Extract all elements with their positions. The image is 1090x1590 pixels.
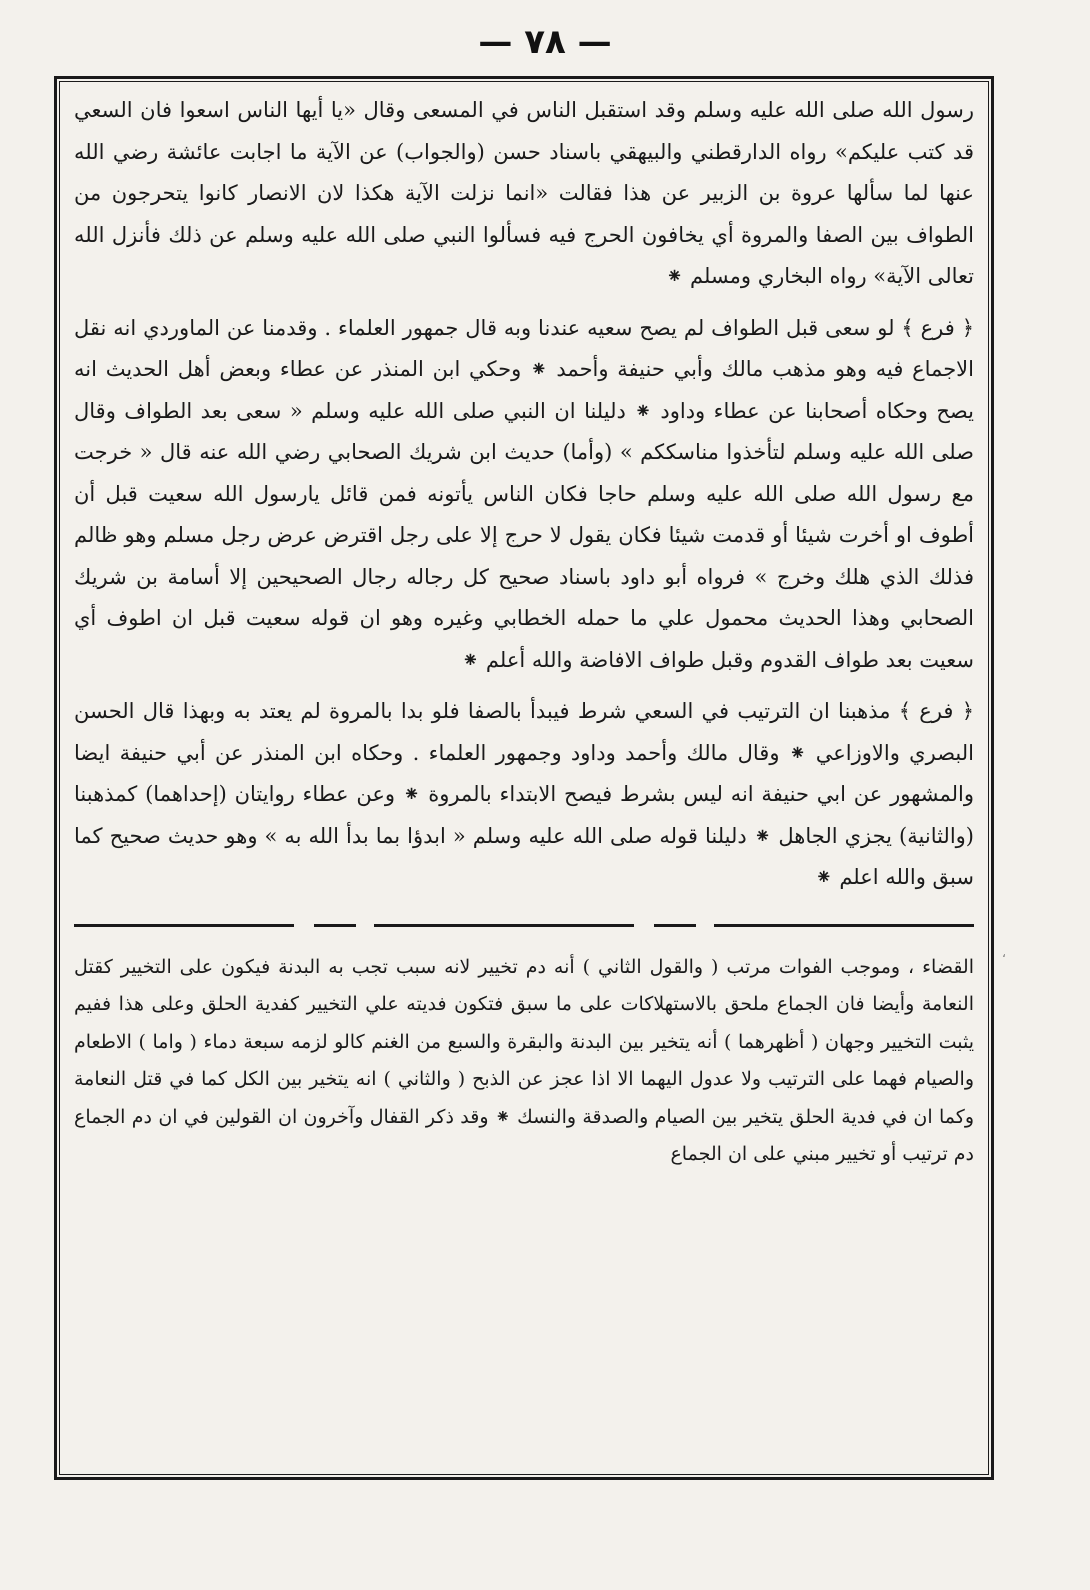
commentary-paragraph-1: القضاء ، وموجب الفوات مرتب ( والقول الثاني ) أنه دم تخيير لانه سبب تجب به البدنة فيكون على التخيير كقتل النعامة وأيضا فان الجماع ملحق بالاستهلاكات على ما سبق فتكون فديته علي التخيير كفدية الحلق وعلى هذا ففيم يثبت التخيير وجهان ( أظهرهما ) أنه يتخير بين البدنة والبقرة والسبع من الغنم كالو لزمه سبعة دماء ( واما ) الاطعام والصيام فهما على الترتيب ولا عدول اليهما الا اذا عجز عن الذبح ( والثاني ) انه يتخير بين الكل كما في قتل النعامة وكما ان في فدية الحلق يتخير بين الصيام والصدقة والنسك ⁕ وقد ذكر القفال وآخرون ان القولين في ان دم الجماع دم ترتيب أو تخيير مبني على ان الجماع — [74, 955, 974, 1165]
main-paragraph-3: ﴿ فرع ﴾ مذهبنا ان الترتيب في السعي شرط فيبدأ بالصفا فلو بدا بالمروة لم يعتد به وبهذا قال الحسن البصري والاوزاعي ⁕ وقال مالك وأحمد وداود وجمهور العلماء . وحكاه ابن المنذر عن أبي حنيفة ايضا والمشهور عن ابي حنيفة انه ليس بشرط فيصح الابتداء بالمروة ⁕ وعن عطاء روايتان (إحداهما) كمذهبنا (والثانية) يجزي الجاهل ⁕ دليلنا قوله صلى الله عليه وسلم « ابدؤا بما بدأ الله به » وهو حديث صحيح كما سبق والله اعلم ⁕ — [74, 699, 974, 889]
page-number: — ٧٨ — — [478, 22, 612, 62]
margin-mark: ، — [1002, 946, 1006, 960]
commentary-text — [74, 949, 974, 1174]
divider-line — [74, 924, 974, 927]
main-paragraph-2: ﴿ فرع ﴾ لو سعى قبل الطواف لم يصح سعيه عندنا وبه قال جمهور العلماء . وقدمنا عن الماوردي انه نقل الاجماع فيه وهو مذهب مالك وأبي حنيفة وأحمد ⁕ وحكي ابن المنذر عن عطاء وبعض أهل الحديث انه يصح وحكاه أصحابنا عن عطاء وداود ⁕ دليلنا ان النبي صلى الله عليه وسلم « سعى بعد الطواف وقال صلى الله عليه وسلم لتأخذوا مناسككم » (وأما) حديث ابن شريك الصحابي رضي الله عنه قال « خرجت مع رسول الله صلى الله عليه وسلم حاجا فكان الناس يأتونه فمن قائل يارسول الله سعيت قبل أن أطوف او أخرت شيئا أو قدمت شيئا فكان يقول لا حرج إلا على رجل اقترض عرض رجل مسلم وهو ظالم فذلك الذي هلك وخرج » فرواه أبو داود باسناد صحيح كل رجاله رجال الصحيحين إلا أسامة بن شريك الصحابي وهذا الحديث محمول علي ما حمله الخطابي وغيره وهو ان قوله سعيت قبل ان اطوف أي سعيت بعد طواف القدوم وقبل طواف الافاضة والله أعلم ⁕ — [74, 315, 974, 672]
main-paragraph-1: رسول الله صلى الله عليه وسلم وقد استقبل الناس في المسعى وقال «يا أيها الناس اسعوا فان السعي قد كتب عليكم» رواه الدارقطني والبيهقي باسناد حسن (والجواب) عن الآية ما اجابت عائشة رضي الله عنها لما سألها عروة بن الزبير عن هذا فقالت «انما نزلت الآية هكذا لان الانصار كانوا يتحرجون من الطواف بين الصفا والمروة أي يخافون الحرج فيه فسألوا النبي صلى الله عليه وسلم عن ذلك فأنزل الله تعالى الآية» رواه البخاري ومسلم ⁕ — [74, 98, 975, 288]
main-text — [74, 90, 974, 899]
section-divider — [74, 913, 974, 937]
page-content — [74, 90, 974, 1470]
